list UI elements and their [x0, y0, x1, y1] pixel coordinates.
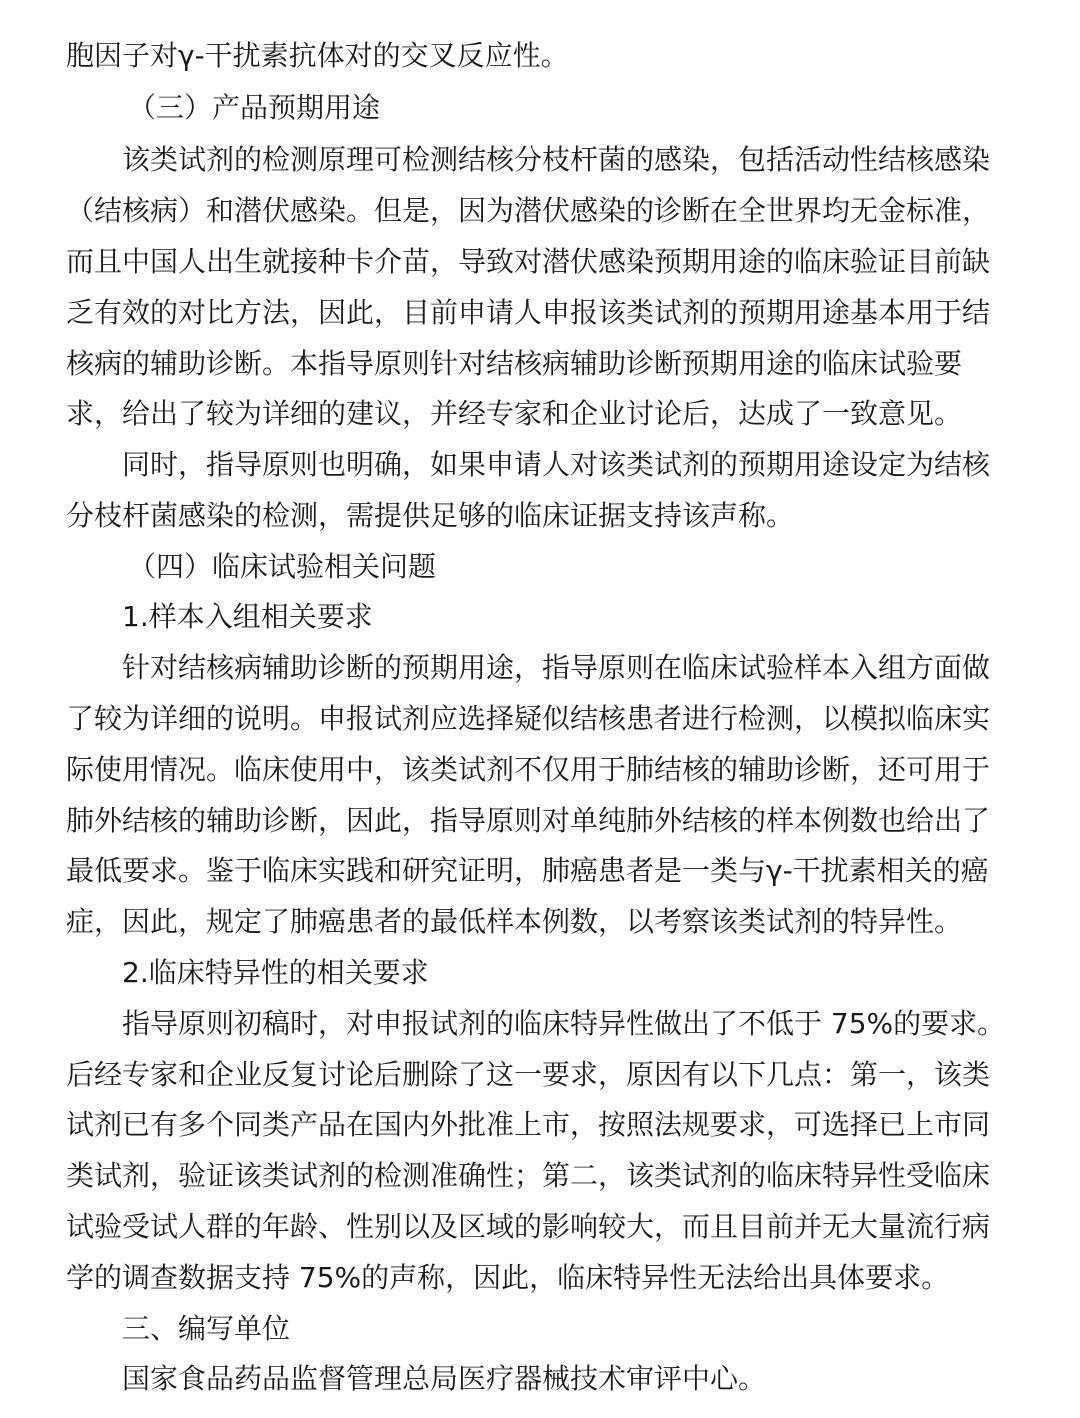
text-line: 求，给出了较为详细的建议，并经专家和企业讨论后，达成了一致意见。 — [66, 397, 963, 430]
text-line: 试剂已有多个同类产品在国内外批准上市，按照法规要求，可选择已上市同 — [66, 1108, 991, 1141]
text-line: 际使用情况。临床使用中，该类试剂不仅用于肺结核的辅助诊断，还可用于 — [66, 753, 991, 786]
text-line: 症，因此，规定了肺癌患者的最低样本例数，以考察该类试剂的特异性。 — [66, 905, 963, 938]
text-line: 类试剂，验证该类试剂的检测准确性；第二，该类试剂的临床特异性受临床 — [66, 1159, 991, 1192]
text-line: 核病的辅助诊断。本指导原则针对结核病辅助诊断预期用途的临床试验要 — [66, 347, 963, 380]
text-line: （结核病）和潜伏感染。但是，因为潜伏感染的诊断在全世界均无金标准， — [66, 194, 991, 227]
text-line: 针对结核病辅助诊断的预期用途，指导原则在临床试验样本入组方面做 — [122, 651, 991, 684]
text-line: 国家食品药品监督管理总局医疗器械技术审评中心。 — [122, 1362, 767, 1395]
text-line: 最低要求。鉴于临床实践和研究证明，肺癌患者是一类与γ-干扰素相关的癌 — [66, 854, 989, 887]
text-line: 同时，指导原则也明确，如果申请人对该类试剂的预期用途设定为结核 — [122, 448, 991, 481]
text-line: 乏有效的对比方法，因此，目前申请人申报该类试剂的预期用途基本用于结 — [66, 296, 991, 329]
subsection-heading: 2.临床特异性的相关要求 — [122, 956, 429, 989]
section-heading: （四）临床试验相关问题 — [128, 550, 437, 583]
text-line: 后经专家和企业反复讨论后删除了这一要求，原因有以下几点：第一，该类 — [66, 1058, 991, 1091]
text-line: 学的调查数据支持 75%的声称，因此，临床特异性无法给出具体要求。 — [66, 1261, 950, 1294]
text-line: 肺外结核的辅助诊断，因此，指导原则对单纯肺外结核的样本例数也给出了 — [66, 804, 991, 837]
text-line: 试验受试人群的年龄、性别以及区域的影响较大，而且目前并无大量流行病 — [66, 1210, 991, 1243]
subsection-heading: 1.样本入组相关要求 — [122, 600, 373, 633]
text-line: 分枝杆菌感染的检测，需提供足够的临床证据支持该声称。 — [66, 499, 795, 532]
section-heading: 三、编写单位 — [122, 1312, 291, 1345]
text-line: 而且中国人出生就接种卡介苗，导致对潜伏感染预期用途的临床验证目前缺 — [66, 245, 991, 278]
text-line: 胞因子对γ-干扰素抗体对的交叉反应性。 — [66, 39, 569, 72]
text-line: 指导原则初稿时，对申报试剂的临床特异性做出了不低于 75%的要求。 — [122, 1007, 1006, 1040]
section-heading: （三）产品预期用途 — [128, 91, 381, 124]
text-line: 该类试剂的检测原理可检测结核分枝杆菌的感染，包括活动性结核感染 — [122, 143, 991, 176]
text-line: 了较为详细的说明。申报试剂应选择疑似结核患者进行检测，以模拟临床实 — [66, 702, 991, 735]
